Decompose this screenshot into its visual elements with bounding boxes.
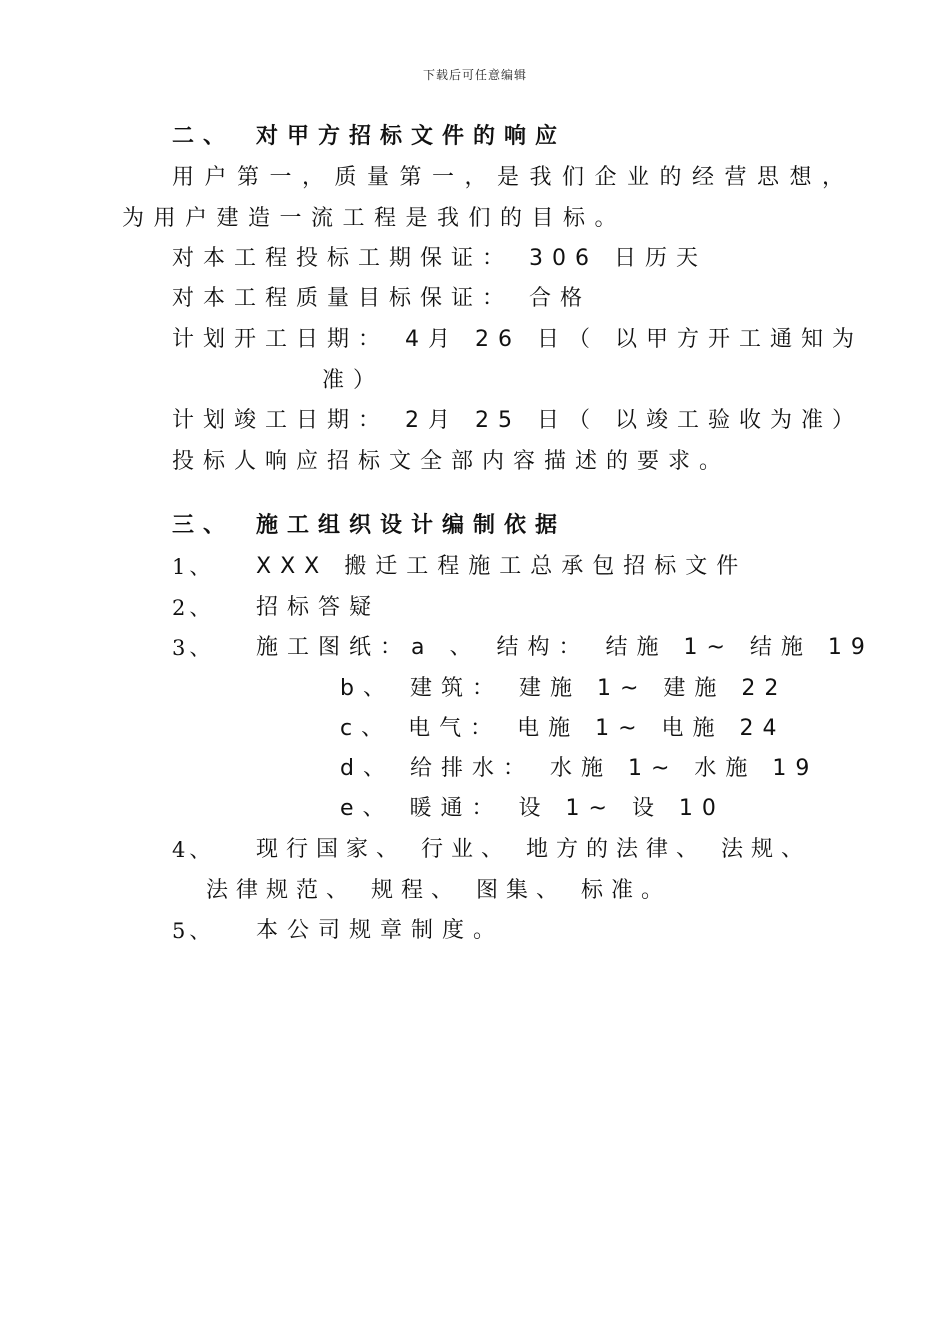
- planned-start-date-line1: 计划开工日期： 4月 26 日（ 以甲方开工通知为: [172, 327, 863, 352]
- list-item-4-text-line2: 法律规范、 规程、 图集、 标准。: [206, 878, 671, 903]
- list-item-2-text: 招标答疑: [256, 595, 381, 620]
- section2-number: 二、: [172, 124, 235, 149]
- list-item-5-text: 本公司规章制度。: [256, 918, 505, 943]
- drawing-sub-d: d、 给排水： 水施 1~ 水施 19: [340, 756, 819, 781]
- section3-title: 施工组织设计编制依据: [256, 513, 567, 538]
- list-item-1-number: 1、: [172, 555, 215, 579]
- section2-paragraph-line1: 用户第一，质量第一，是我们企业的经营思想，: [172, 165, 855, 190]
- list-item-3-text: 施工图纸：a 、 结构： 结施 1~ 结施 19: [256, 635, 874, 660]
- planned-finish-date: 计划竣工日期： 2月 25 日（ 以竣工验收为准）: [172, 408, 863, 433]
- page-header-note: 下载后可任意编辑: [422, 68, 527, 82]
- drawing-sub-e: e、 暖通： 设 1~ 设 10: [340, 796, 725, 821]
- drawing-sub-c: c、 电气： 电施 1~ 电施 24: [340, 716, 786, 741]
- duration-guarantee: 对本工程投标工期保证： 306 日历天: [172, 246, 707, 271]
- list-item-2-number: 2、: [172, 596, 215, 620]
- bidder-response-statement: 投标人响应招标文全部内容描述的要求。: [172, 449, 731, 474]
- list-item-1-text: XXX 搬迁工程施工总承包招标文件: [256, 554, 748, 579]
- section3-number: 三、: [172, 513, 235, 538]
- quality-guarantee: 对本工程质量目标保证： 合格: [172, 286, 591, 311]
- list-item-4-number: 4、: [172, 838, 215, 862]
- planned-start-date-line2: 准）: [322, 368, 385, 393]
- list-item-5-number: 5、: [172, 919, 215, 943]
- section2-paragraph-line2: 为用户建造一流工程是我们的目标。: [122, 206, 627, 231]
- list-item-4-text-line1: 现行国家、 行业、 地方的法律、 法规、: [256, 837, 811, 862]
- list-item-3-number: 3、: [172, 636, 215, 660]
- section2-title: 对甲方招标文件的响应: [256, 124, 567, 149]
- drawing-sub-b: b、 建筑： 建施 1~ 建施 22: [340, 676, 788, 701]
